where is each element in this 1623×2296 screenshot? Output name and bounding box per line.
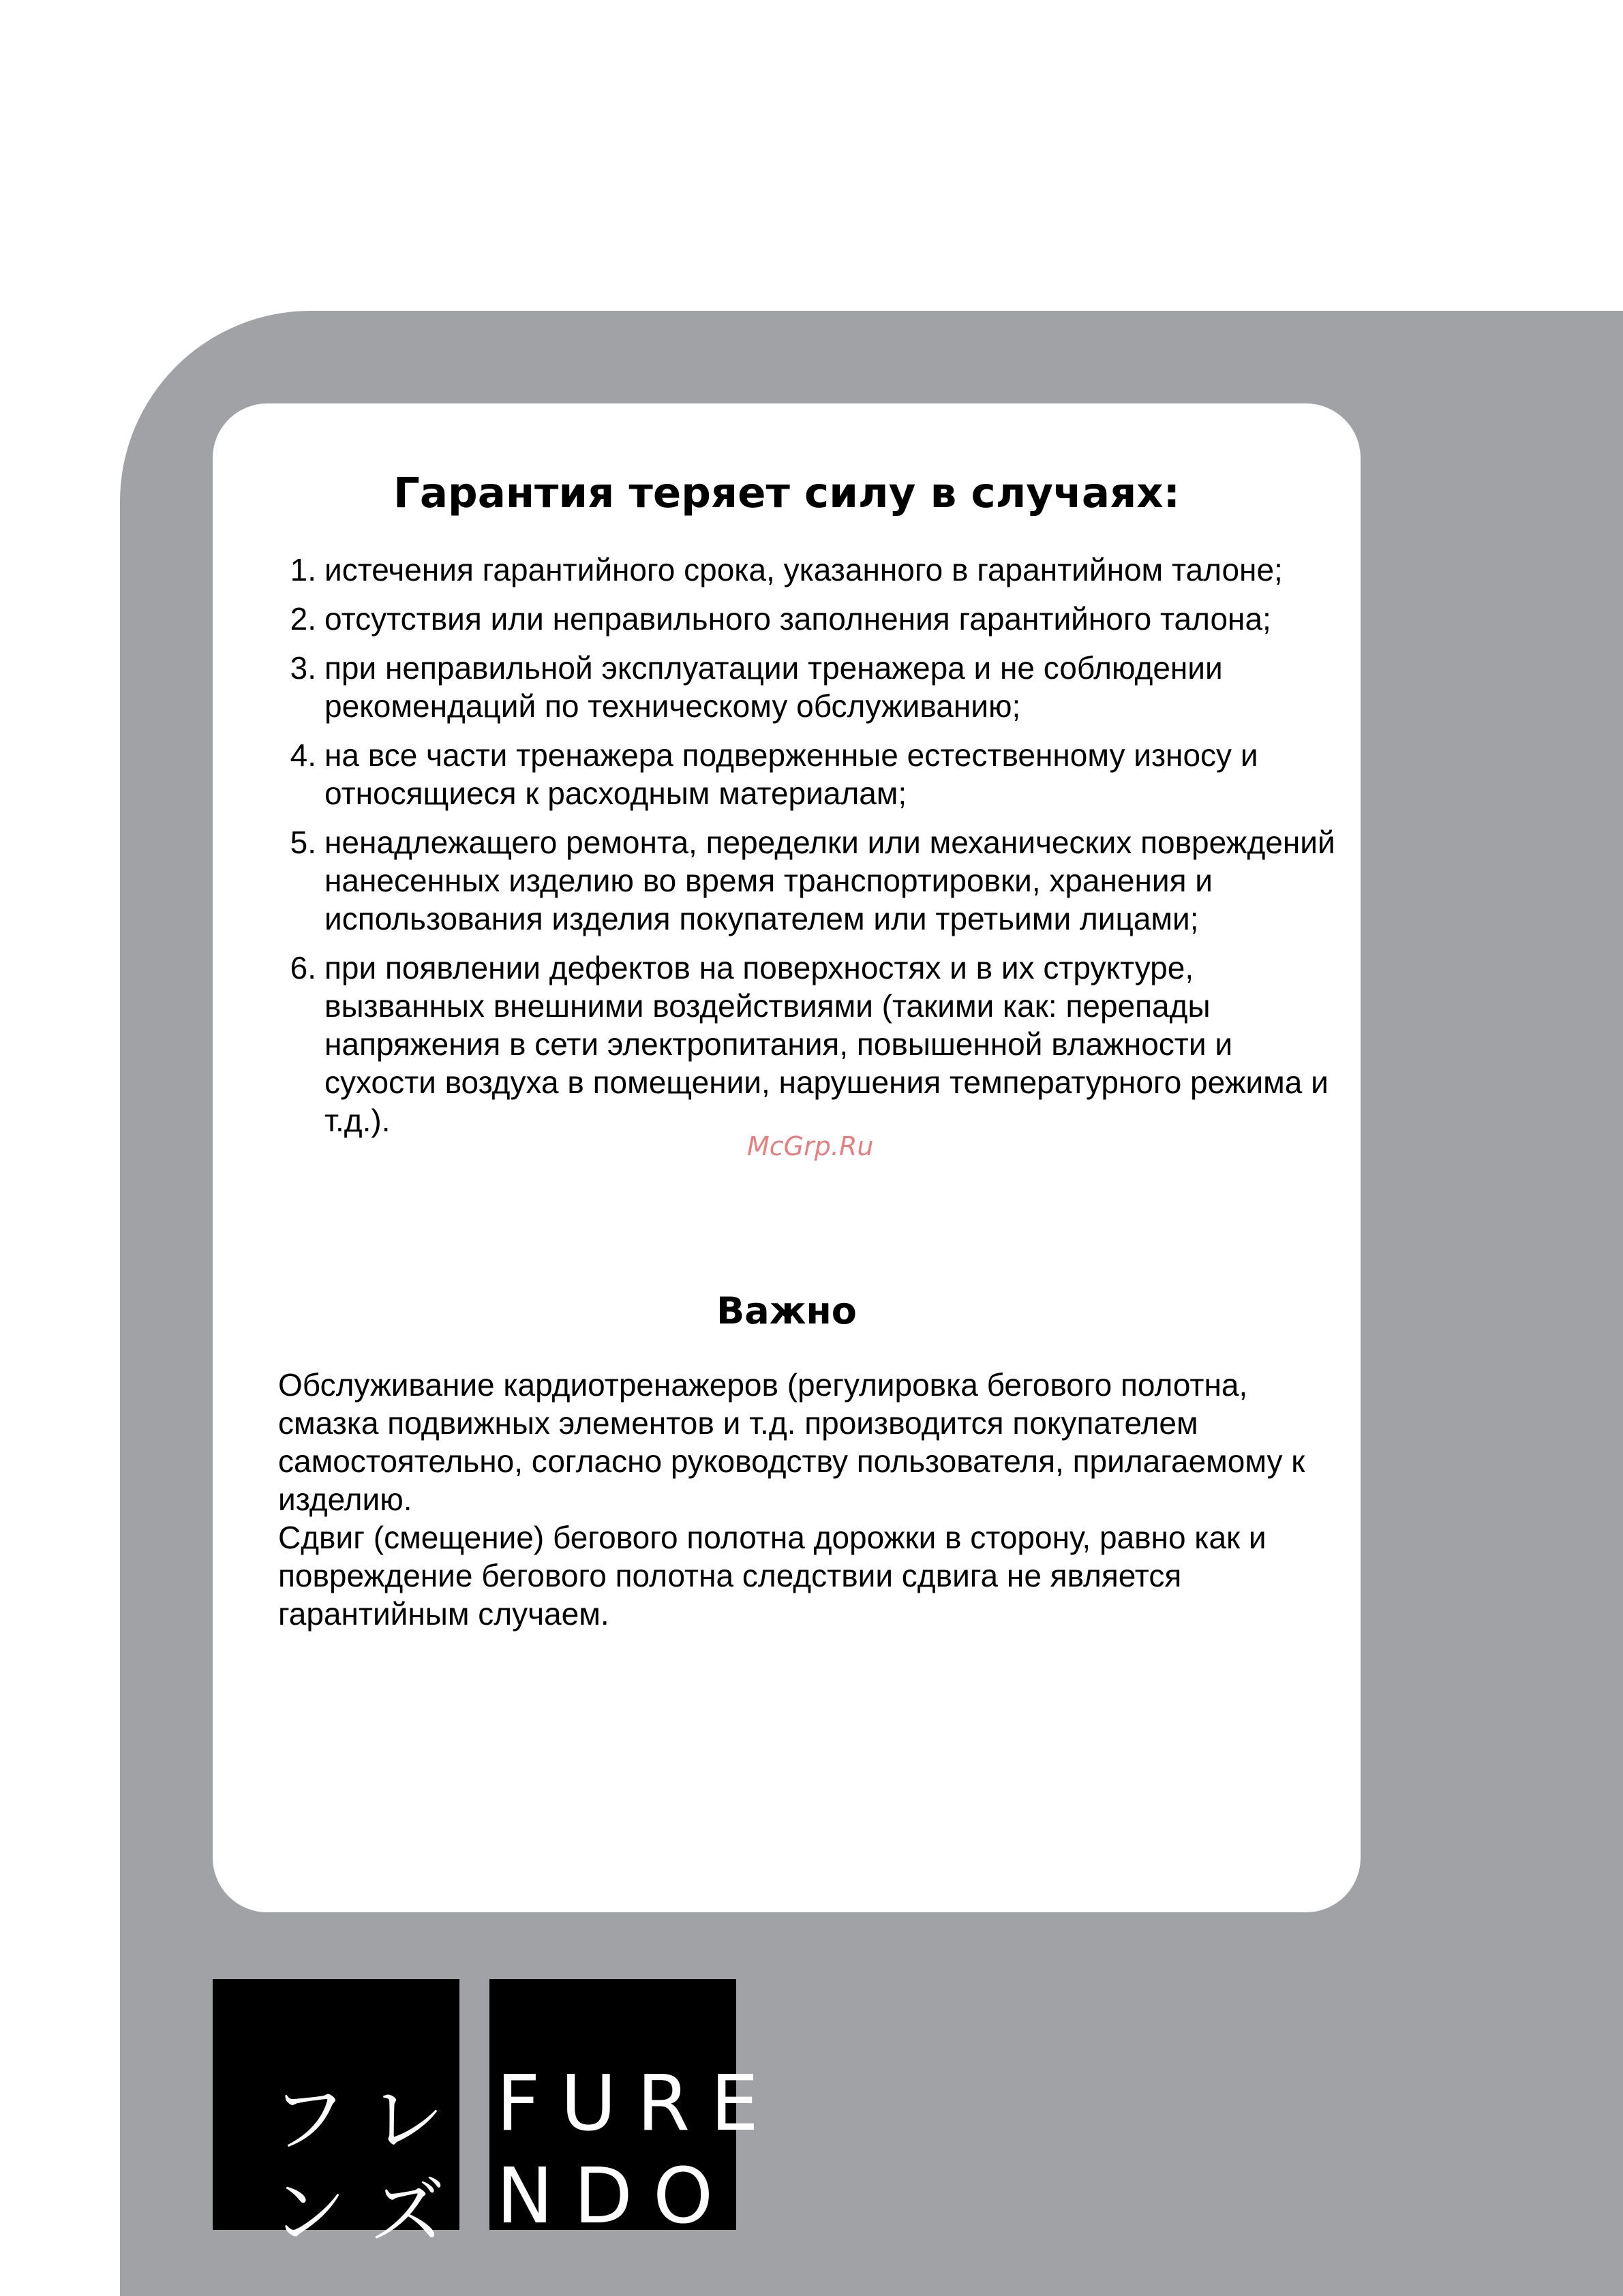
- list-item: [275, 736, 1352, 812]
- list-item-number: 2.: [290, 601, 316, 637]
- list-item-number: 4.: [290, 737, 316, 773]
- list-item: [275, 600, 1352, 638]
- logo-katakana-block: [213, 1979, 471, 2256]
- list-item: [275, 649, 1352, 725]
- logo-latin-block: [489, 1979, 779, 2241]
- list-item-text: отсутствия или неправильного заполнения гарантийного талона;: [324, 601, 1271, 637]
- list-item-number: 1.: [290, 552, 316, 587]
- list-item-text: ненадлежащего ремонта, переделки или механических повреждений нанесенных изделию во время транспортировки, хранения и использования изделия покупателем или третьими лицами;: [324, 825, 1335, 936]
- list-item-text: истечения гарантийного срока, указанного в гарантийном талоне;: [324, 552, 1283, 587]
- list-item-number: 3.: [290, 650, 316, 686]
- list-item: [275, 551, 1352, 589]
- important-heading: Важно: [716, 1289, 857, 1332]
- list-item-number: 6.: [290, 950, 316, 985]
- list-item: [275, 823, 1352, 938]
- logo-latin-row: NDO: [496, 2152, 734, 2241]
- list-item: [275, 949, 1352, 1139]
- logo-latin-row: FURE: [496, 2060, 779, 2148]
- logo-katakana-row: ンズ: [271, 2169, 471, 2256]
- important-text: [278, 1366, 1341, 1633]
- important-paragraph: Сдвиг (смещение) бегового полотна дорожки в сторону, равно как и повреждение бегового полотна следствии сдвига не является гарантийным случаем.: [278, 1520, 1266, 1632]
- list-item-text: при появлении дефектов на поверхностях и в их структуре, вызванных внешними воздействиями (такими как: перепады напряжения в сети электропитания, повышенной влажности и сухости воздуха в помещении, нарушения температурного режима и т.д.).: [324, 950, 1329, 1138]
- watermark: McGrp.Ru: [747, 1131, 874, 1161]
- conditions-list: [275, 551, 1352, 1150]
- card-title: Гарантия теряет силу в случаях:: [393, 469, 1180, 517]
- logo-katakana-row: フレ: [271, 2076, 470, 2163]
- list-item-number: 5.: [290, 825, 316, 860]
- important-paragraph: Обслуживание кардиотренажеров (регулировка бегового полотна, смазка подвижных элементов и т.д. производится покупателем самостоятельно, согласно руководству пользователя, прилагаемому к изделию.: [278, 1367, 1305, 1517]
- list-item-text: на все части тренажера подверженные естественному износу и относящиеся к расходным материалам;: [324, 737, 1258, 811]
- list-item-text: при неправильной эксплуатации тренажера и не соблюдении рекомендаций по техническому обслуживанию;: [324, 650, 1223, 724]
